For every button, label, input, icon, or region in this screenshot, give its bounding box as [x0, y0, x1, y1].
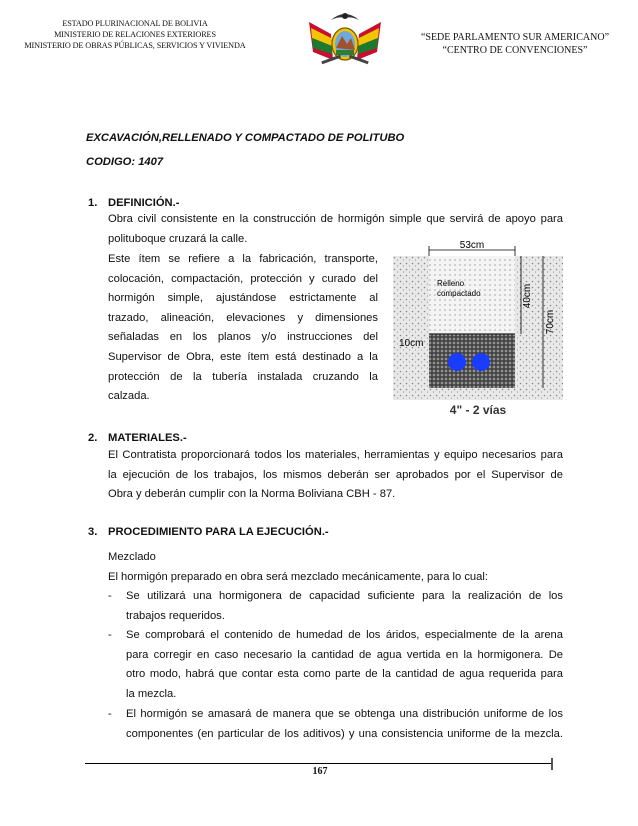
procedure-intro — [108, 548, 563, 587]
document-title: EXCAVACIÓN,RELLENADO Y COMPACTADO DE POLITUBO — [86, 132, 405, 144]
text-line: hormigón simple, ajustándose estrictamente al — [108, 292, 378, 305]
dimension-width: 53cm — [459, 240, 485, 251]
header-right-line: “SEDE PARLAMENTO SUR AMERICANO” — [420, 32, 610, 43]
text-line: la mezcla. — [126, 687, 177, 700]
text-line: Este ítem se refiere a la fabricación, transporte, — [108, 253, 378, 265]
section-title: MATERIALES.- — [108, 432, 187, 444]
definition-narrow-paragraph — [108, 250, 378, 407]
section-title: DEFINICIÓN.- — [108, 197, 180, 209]
text-line: protección de la tubería instalada cruzando la — [108, 370, 378, 383]
subheading: Mezclado — [108, 551, 156, 563]
fill-label: Relleno — [437, 279, 465, 288]
section-number: 2. — [88, 432, 98, 444]
section-number: 1. — [88, 197, 98, 209]
footer-tick — [551, 758, 553, 770]
list-item — [108, 587, 563, 626]
text-line: Obra civil consistente en la construcción de hormigón simple que servirá de apoyo para — [108, 213, 563, 225]
materials-paragraph — [108, 446, 563, 505]
header-left — [0, 18, 270, 51]
section-heading-definition — [88, 197, 179, 209]
text-line: El Contratista proporcionará todos los materiales, herramientas y equipo necesarios para — [108, 449, 563, 461]
text-line: Obra y deberán cumplir con la Norma Boliviana CBH - 87. — [108, 488, 396, 501]
text-line: Se utilizará una hormigonera de capacidad suficiente para la realización de los — [126, 590, 563, 602]
text-line: componentes (en particular de los aditivos) y una consistencia uniforme de la mezcla. — [126, 727, 563, 740]
section-heading-materials — [88, 432, 187, 444]
bolivia-coat-of-arms-icon — [307, 8, 383, 72]
text-line: calzada. — [108, 390, 150, 403]
header-right-line: “CENTRO DE CONVENCIONES” — [442, 45, 588, 56]
footer-rule — [85, 763, 551, 764]
header-left-line: MINISTERIO DE OBRAS PÚBLICAS, SERVICIOS Y VIVIENDA — [24, 41, 246, 50]
list-item — [108, 705, 563, 744]
text-line: Supervisor de Obra, este ítem está destinado a la — [108, 350, 378, 363]
pipe-icon — [448, 353, 466, 371]
section-title: PROCEDIMIENTO PARA LA EJECUCIÓN.- — [108, 526, 329, 538]
text-line: la ejecución de los trabajos, los mismos deberán ser aprobados por el Supervisor de — [108, 468, 563, 481]
text-line: polituboque cruzará la calle. — [108, 232, 248, 245]
text-line: señaladas en los planos y/o instrucciones del — [108, 331, 378, 344]
bullet-dash: - — [108, 629, 112, 641]
bullet-dash: - — [108, 590, 112, 602]
header-right — [395, 31, 635, 57]
dimension-total: 70cm — [545, 309, 556, 335]
fill-label: compactado — [437, 289, 481, 298]
list-item — [108, 626, 563, 704]
diagram-caption: 4" - 2 vías — [449, 403, 507, 417]
header-left-line: ESTADO PLURINACIONAL DE BOLIVIA — [62, 19, 208, 28]
section-heading-procedure — [88, 526, 329, 538]
text-line: El hormigón se amasará de manera que se obtenga una distribución uniforme de los — [126, 708, 563, 720]
dimension-depth: 40cm — [522, 283, 533, 309]
text-line: El hormigón preparado en obra será mezclado mecánicamente, para lo cual: — [108, 570, 488, 583]
bullet-dash: - — [108, 708, 112, 720]
text-line: Se comprobará el contenido de humedad de los áridos, especialmente de la arena — [126, 629, 563, 641]
trench-section-diagram — [393, 238, 563, 418]
document-code: CODIGO: 1407 — [86, 156, 164, 168]
concrete-bed — [429, 334, 515, 388]
ground-bottom — [393, 388, 563, 400]
text-line: trabajos requeridos. — [126, 609, 225, 622]
pipe-icon — [472, 353, 490, 371]
text-line: para corregir en caso necesario la cantidad de agua vertida en la hormigonera. De — [126, 648, 563, 661]
page-number: 167 — [312, 766, 328, 777]
text-line: colocación, compactación, protección y curado del — [108, 272, 378, 285]
text-line: trazado, alineación, elevaciones y dimensiones — [108, 311, 378, 324]
section-number: 3. — [88, 526, 98, 538]
dimension-bed: 10cm — [399, 338, 424, 349]
ground-left — [393, 256, 429, 394]
header-left-line: MINISTERIO DE RELACIONES EXTERIORES — [54, 30, 216, 39]
text-line: otro modo, habrá que contar esta como parte de la cantidad de agua requerida para — [126, 668, 563, 681]
